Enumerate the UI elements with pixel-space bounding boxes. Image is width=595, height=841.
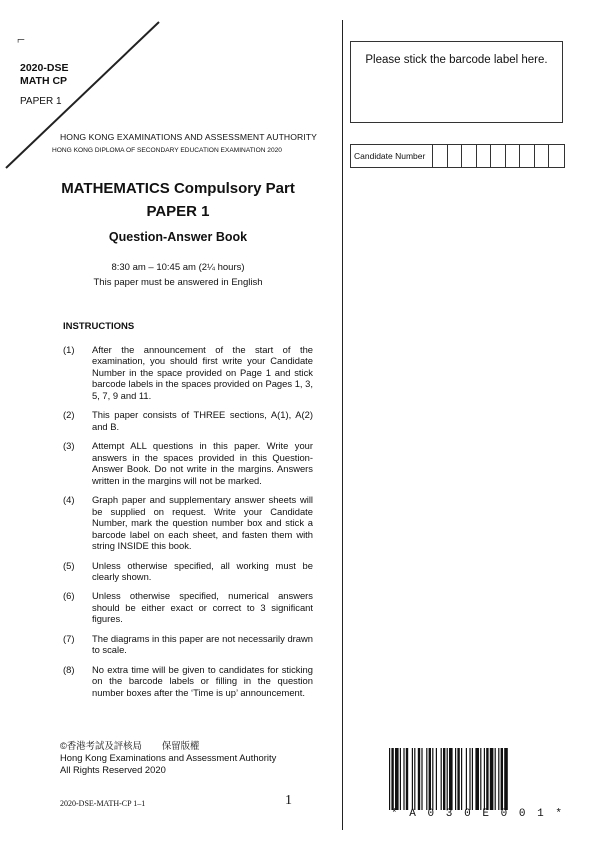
vertical-divider	[342, 20, 343, 830]
exam-time: 8:30 am – 10:45 am (2¼ hours)	[111, 262, 245, 273]
barcode-bar	[395, 748, 399, 810]
instruction-text: The diagrams in this paper are not necessarily drawn to scale.	[92, 632, 313, 656]
barcode-bar	[472, 748, 473, 810]
barcode-bar	[449, 748, 453, 810]
paper-code-year: 2020-DSE	[20, 62, 69, 74]
barcode-text	[389, 808, 564, 820]
barcode-bar	[426, 748, 427, 810]
barcode-char: 0	[464, 808, 471, 820]
exam-name: HONG KONG DIPLOMA OF SECONDARY EDUCATION EXAMINATION 2020	[52, 147, 282, 154]
page-number: 1	[285, 793, 292, 808]
barcode-char: 3	[445, 808, 453, 820]
barcode-bar	[461, 748, 462, 810]
copyright-block	[60, 740, 276, 775]
barcode-bar	[501, 748, 503, 810]
barcode-bar	[441, 748, 442, 810]
instructions-list	[63, 344, 313, 698]
instruction-number: (1)	[63, 344, 75, 355]
instruction-number: (3)	[63, 440, 75, 452]
barcode-bar	[436, 748, 437, 810]
barcode-bar	[389, 748, 390, 810]
barcode-char: 0	[427, 808, 435, 820]
barcode-char: 1	[537, 808, 544, 820]
paper-code-paper: PAPER 1	[20, 96, 62, 108]
barcode-bar	[403, 748, 404, 810]
barcode-graphic	[389, 748, 564, 810]
instruction-number: (4)	[63, 494, 75, 506]
instruction-text: After the announcement of the start of the examination, you should first write your Candidate Number in the space provided on Page 1 and stick barcode labels in the spaces provided on Pages 1, 3, 5, 7, 9 and 11.	[92, 344, 313, 401]
barcode-bar	[498, 748, 499, 810]
barcode-char: *	[391, 808, 398, 820]
barcode-bar	[486, 748, 488, 810]
barcode-char: *	[555, 808, 562, 820]
corner-mark: ⌐	[17, 33, 25, 48]
instruction-item	[63, 409, 313, 432]
barcode-label-instruction: Please stick the barcode label here.	[365, 54, 548, 66]
barcode-char: 0	[500, 808, 508, 820]
copyright-chinese-rights: 保留版權	[161, 740, 200, 751]
candidate-digit-cell[interactable]	[477, 145, 492, 167]
barcode-bar	[495, 748, 496, 810]
instruction-text: Unless otherwise specified, all working must be clearly shown.	[92, 559, 313, 582]
barcode-bar	[406, 748, 408, 810]
instruction-text: Unless otherwise specified, numerical answers should be either exact or correct to 3 significant figures.	[92, 590, 313, 625]
barcode-bar	[484, 748, 485, 810]
barcode-char: 0	[518, 808, 526, 820]
barcode-bar	[418, 748, 420, 810]
barcode-char: E	[482, 808, 489, 820]
copyright-chinese	[60, 740, 276, 752]
barcode-bar	[475, 748, 479, 810]
barcode-bar	[469, 748, 470, 810]
instruction-number: (5)	[63, 559, 75, 571]
copyright-authority: Hong Kong Examinations and Assessment Authority	[60, 751, 277, 763]
barcode-bar	[457, 748, 459, 810]
instruction-number: (8)	[63, 663, 75, 675]
instruction-text: Graph paper and supplementary answer sheets will be supplied on request. Write your Candidate Number, mark the question number box and stick a barcode label on each sheet, and fasten them with string INSIDE this book.	[92, 494, 313, 552]
barcode-label-box	[350, 41, 563, 123]
copyright-rights: All Rights Reserved 2020	[60, 763, 166, 775]
authority-block	[52, 132, 340, 154]
barcode-bar	[480, 748, 481, 810]
candidate-number-field[interactable]	[350, 144, 565, 168]
instruction-text: Attempt ALL questions in this paper. Write your answers in the spaces provided in this Question-Answer Book. Do not write in the margins. Answers written in the margins will not be marked.	[92, 440, 313, 486]
book-title: Question-Answer Book	[108, 230, 248, 244]
instruction-number: (2)	[63, 409, 75, 421]
instruction-item	[63, 494, 313, 551]
barcode-bar	[490, 748, 494, 810]
instruction-number: (7)	[63, 632, 75, 644]
subject-title: MATHEMATICS Compulsory Part	[61, 180, 295, 197]
barcode-bar	[429, 748, 431, 810]
candidate-number-label: Candidate Number	[351, 145, 433, 167]
candidate-digit-cell[interactable]	[462, 145, 477, 167]
instruction-text: No extra time will be given to candidates for sticking on the barcode labels or filling in the question number boxes after the ‘Time is up’ announcement.	[92, 663, 313, 698]
candidate-digit-cell[interactable]	[433, 145, 448, 167]
footer-paper-code: 2020-DSE-MATH-CP 1–1	[60, 799, 146, 808]
authority-name: HONG KONG EXAMINATIONS AND ASSESSMENT AUTHORITY	[60, 132, 317, 142]
instruction-item	[63, 344, 313, 401]
copyright-chinese-authority: ©香港考試及評核局	[60, 740, 142, 751]
barcode-bar	[412, 748, 413, 810]
barcode-bar	[443, 748, 445, 810]
candidate-digit-cell[interactable]	[448, 145, 463, 167]
instruction-number: (6)	[63, 590, 75, 602]
paper-title: PAPER 1	[146, 203, 210, 220]
instruction-item	[63, 633, 313, 656]
barcode-bar	[432, 748, 433, 810]
candidate-digit-cell[interactable]	[506, 145, 521, 167]
barcode-bar	[447, 748, 448, 810]
instruction-item	[63, 664, 313, 698]
instruction-text: This paper consists of THREE sections, A(1), A(2) and B.	[92, 409, 313, 432]
barcode-bar	[455, 748, 456, 810]
candidate-digit-cell[interactable]	[535, 145, 550, 167]
barcode-bar	[466, 748, 467, 810]
instruction-item	[63, 560, 313, 583]
title-block	[40, 180, 316, 288]
language-note: This paper must be answered in English	[93, 277, 263, 288]
barcode-bar	[414, 748, 415, 810]
instruction-item	[63, 590, 313, 624]
barcode-bar	[400, 748, 401, 810]
candidate-digit-cell[interactable]	[491, 145, 506, 167]
paper-code-subject: MATH CP	[20, 75, 68, 88]
barcode-bar	[504, 748, 508, 810]
candidate-digit-cell[interactable]	[549, 145, 564, 167]
instruction-item	[63, 440, 313, 486]
instructions-heading: INSTRUCTIONS	[63, 321, 135, 332]
barcode-bar	[391, 748, 393, 810]
barcode-bar	[421, 748, 422, 810]
candidate-digit-cell[interactable]	[520, 145, 535, 167]
barcode-char: A	[409, 808, 416, 820]
